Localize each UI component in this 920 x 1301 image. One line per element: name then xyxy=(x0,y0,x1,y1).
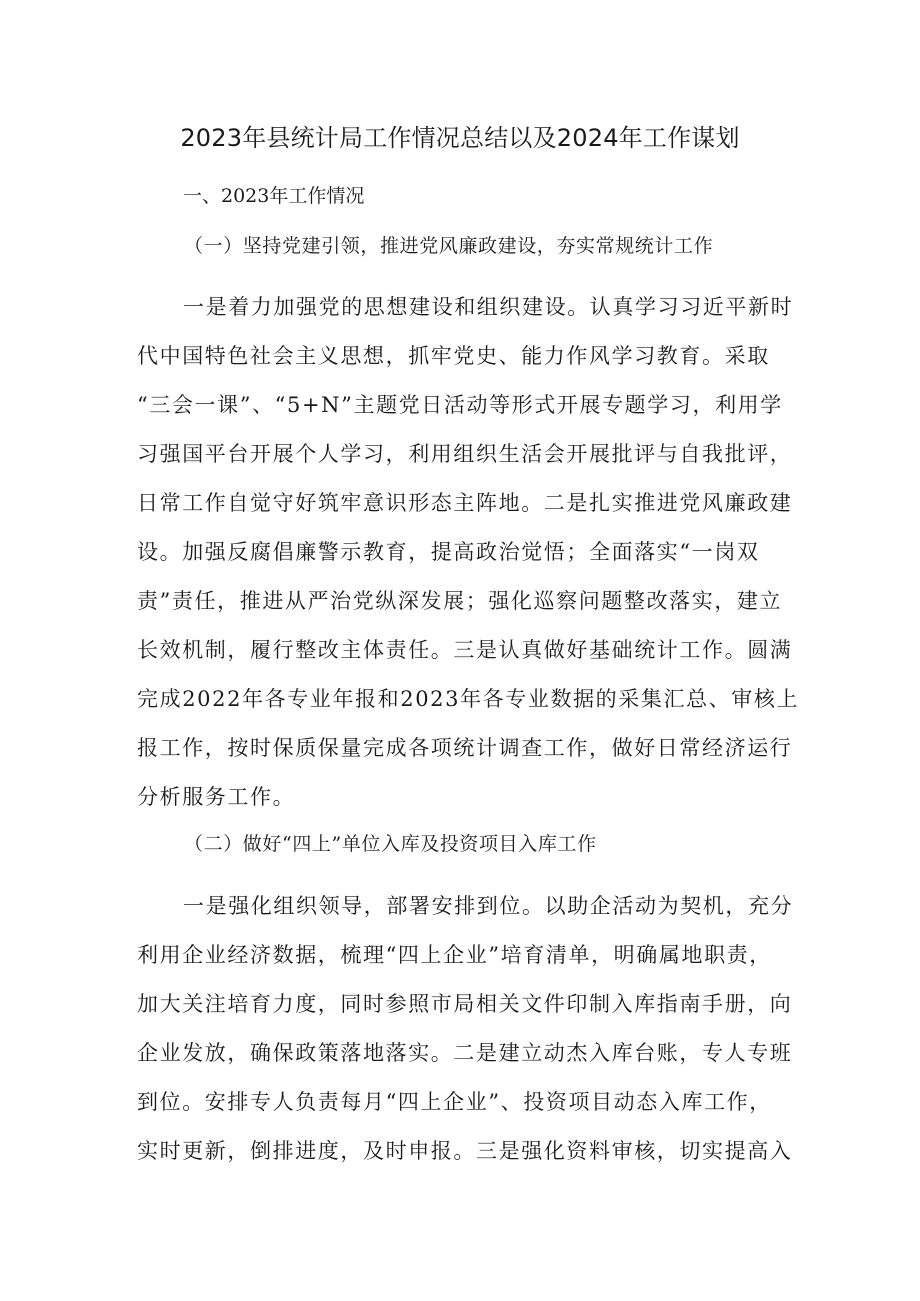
paragraph-line: 日常工作自觉守好筑牢意识形态主阵地。二是扎实推进党风廉政建 xyxy=(137,491,793,515)
paragraph-line: 责”责任，推进从严治党纵深发展；强化巡察问题整改落实，建立 xyxy=(137,589,783,613)
paragraph-line: 设。加强反腐倡廉警示教育，提高政治觉悟；全面落实“一岗双 xyxy=(137,540,760,564)
paragraph-line: 企业发放，确保政策落地落实。二是建立动杰入库台账，专人专班 xyxy=(137,1041,793,1065)
paragraph-line: 报工作，按时保质保量完成各项统计调查工作，做好日常经济运行 xyxy=(137,736,793,760)
paragraph-line: 习强国平台开展个人学习，利用组织生活会开展批评与自我批评， xyxy=(137,442,793,466)
subsection-heading-enterprise-registration: （二）做好“四上”单位入库及投资项目入库工作 xyxy=(184,833,597,855)
paragraph-line: 实时更新，倒排进度，及时申报。三是强化资料审核，切实提高入 xyxy=(137,1139,793,1163)
paragraph-line: 利用企业经济数据，梳理“四上企业”培育清单，明确属地职责， xyxy=(137,943,772,967)
section-heading-2023-work: 一、2023年工作情况 xyxy=(183,185,365,207)
document-title: 2023年县统计局工作情况总结以及2024年工作谋划 xyxy=(180,124,740,152)
paragraph-line: 加大关注培育力度，同时参照市局相关文件印制入库指南手册，向 xyxy=(137,992,793,1016)
subsection-heading-party-building: （一）坚持党建引领，推进党风廉政建设，夯实常规统计工作 xyxy=(184,235,714,257)
paragraph-line: 一是着力加强党的思想建设和组织建设。认真学习习近平新时 xyxy=(183,295,794,319)
paragraph-line: 分析服务工作。 xyxy=(137,785,296,809)
paragraph-enterprise-registration xyxy=(137,882,794,1176)
paragraph-line: 长效机制，履行整改主体责任。三是认真做好基础统计工作。圆满 xyxy=(137,638,793,662)
paragraph-line: 一是强化组织领导，部署安排到位。以助企活动为契机，充分 xyxy=(183,894,794,918)
paragraph-line: 代中国特色社会主义思想，抓牢党史、能力作风学习教育。采取 xyxy=(137,344,770,368)
paragraph-line: “三会一课”、“5+N”主题党日活动等形式开展专题学习，利用学 xyxy=(137,393,783,417)
paragraph-party-building xyxy=(137,283,800,822)
paragraph-line: 到位。安排专人负责每月“四上企业”、投资项目动态入库工作， xyxy=(137,1090,772,1114)
paragraph-line: 完成2022年各专业年报和2023年各专业数据的采集汇总、审核上 xyxy=(137,687,800,711)
